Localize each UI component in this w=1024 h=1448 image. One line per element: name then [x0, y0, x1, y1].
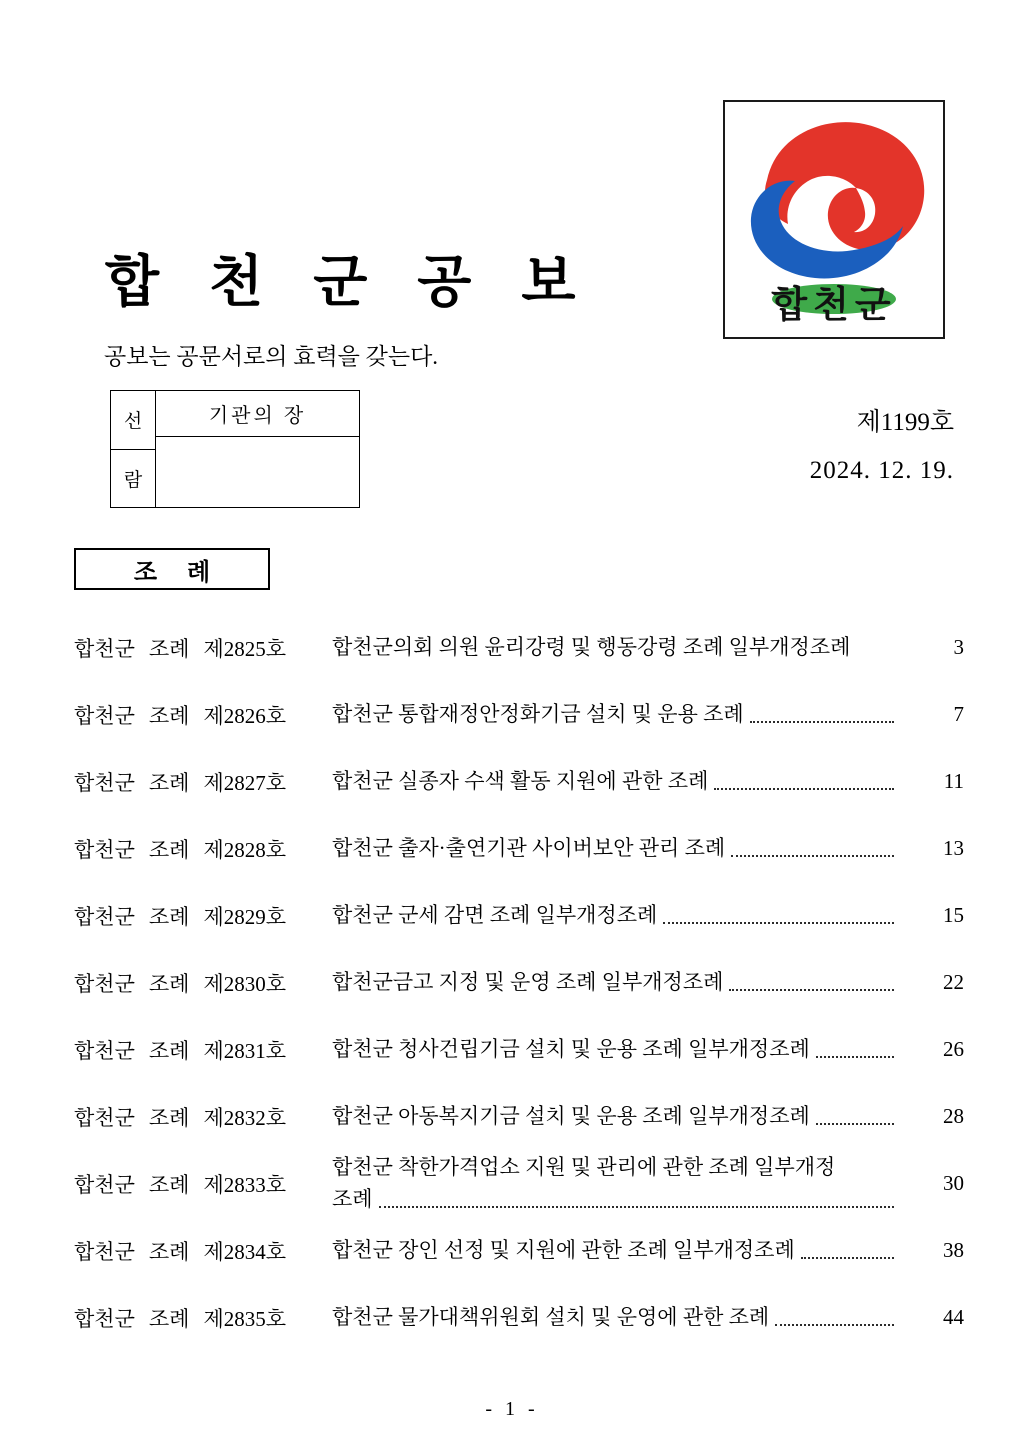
toc-title-continued: 조례 [332, 1186, 373, 1211]
toc-row[interactable] [74, 1217, 964, 1284]
toc-title: 합천군금고 지정 및 운영 조례 일부개정조례 [332, 969, 724, 994]
toc-number: 제2827호 [203, 770, 287, 795]
toc-row[interactable] [74, 614, 964, 681]
toc-page-number: 11 [943, 769, 964, 793]
toc-number: 제2835호 [203, 1306, 287, 1331]
emblem-graphic [725, 102, 943, 337]
toc-kind: 조례 [148, 904, 190, 929]
toc-title-cell [332, 1302, 908, 1334]
toc-number: 제2826호 [203, 703, 287, 728]
section-label-ordinance: 조 례 [74, 548, 270, 590]
table-of-contents [74, 614, 964, 1351]
toc-number: 제2831호 [203, 1038, 287, 1063]
issue-number: 제1199호 [856, 409, 954, 436]
stamp-label-column [111, 391, 156, 507]
stamp-signature-area [156, 437, 359, 507]
toc-leader [750, 721, 894, 723]
hapcheon-gun-emblem [723, 100, 945, 339]
toc-title-cell [332, 699, 908, 731]
toc-org: 합천군 [74, 770, 135, 795]
toc-title: 합천군의회 의원 윤리강령 및 행동강령 조례 일부개정조례 [332, 634, 851, 659]
toc-title-cell [332, 766, 908, 798]
toc-kind: 조례 [148, 703, 190, 728]
toc-org: 합천군 [74, 1239, 135, 1264]
issue-date: 2024. 12. 19. [809, 457, 954, 484]
toc-prefix [74, 834, 332, 864]
toc-row[interactable] [74, 1083, 964, 1150]
toc-title-cell [332, 1152, 908, 1215]
toc-row[interactable] [74, 882, 964, 949]
toc-number: 제2830호 [203, 971, 287, 996]
stamp-header: 기관의 장 [156, 391, 359, 437]
toc-title: 합천군 실종자 수색 활동 지원에 관한 조례 [332, 768, 709, 793]
toc-number: 제2825호 [203, 636, 287, 661]
toc-prefix [74, 633, 332, 663]
toc-number: 제2828호 [203, 837, 287, 862]
svg-text:합천군: 합천군 [771, 285, 897, 326]
toc-title: 합천군 착한가격업소 지원 및 관리에 관한 조례 일부개정 [332, 1155, 836, 1179]
toc-row[interactable] [74, 1284, 964, 1351]
toc-title-cell [332, 900, 908, 932]
toc-org: 합천군 [74, 1038, 135, 1063]
toc-page-number: 13 [943, 836, 964, 860]
page-footer: - 1 - [485, 1398, 539, 1420]
stamp-content-column [156, 391, 359, 507]
toc-org: 합천군 [74, 837, 135, 862]
stamp-label-top: 선 [111, 391, 155, 450]
toc-row[interactable] [74, 1016, 964, 1083]
toc-title: 합천군 통합재정안정화기금 설치 및 운용 조례 [332, 701, 744, 726]
toc-row[interactable] [74, 681, 964, 748]
toc-kind: 조례 [148, 636, 190, 661]
toc-prefix [74, 767, 332, 797]
toc-org: 합천군 [74, 703, 135, 728]
toc-kind: 조례 [148, 1172, 190, 1197]
toc-org: 합천군 [74, 1105, 135, 1130]
toc-title-cell [332, 1101, 908, 1133]
toc-kind: 조례 [148, 1306, 190, 1331]
toc-title-cell [332, 1235, 908, 1267]
stamp-label-bottom: 람 [123, 469, 143, 491]
toc-title: 합천군 장인 선정 및 지원에 관한 조례 일부개정조례 [332, 1237, 795, 1262]
toc-row[interactable] [74, 748, 964, 815]
toc-row[interactable] [74, 949, 964, 1016]
toc-row[interactable] [74, 815, 964, 882]
approval-stamp-box [110, 390, 360, 508]
toc-kind: 조례 [148, 971, 190, 996]
page-subtitle: 공보는 공문서로의 효력을 갖는다. [104, 344, 439, 369]
toc-org: 합천군 [74, 1172, 135, 1197]
toc-prefix [74, 968, 332, 998]
toc-prefix [74, 1236, 332, 1266]
toc-leader [731, 855, 894, 857]
toc-title: 합천군 청사건립기금 설치 및 운용 조례 일부개정조례 [332, 1036, 810, 1061]
toc-page-number: 30 [943, 1171, 964, 1195]
toc-row[interactable] [74, 1150, 964, 1217]
toc-number: 제2833호 [203, 1172, 287, 1197]
toc-leader [729, 989, 894, 991]
toc-leader [816, 1123, 894, 1125]
toc-kind: 조례 [148, 1105, 190, 1130]
toc-leader [816, 1056, 894, 1058]
toc-org: 합천군 [74, 636, 135, 661]
toc-title: 합천군 아동복지기금 설치 및 운용 조례 일부개정조례 [332, 1103, 810, 1128]
toc-page-number: 38 [943, 1238, 964, 1262]
toc-title-cell [332, 632, 908, 664]
toc-kind: 조례 [148, 770, 190, 795]
toc-number: 제2832호 [203, 1105, 287, 1130]
toc-title: 합천군 출자·출연기관 사이버보안 관리 조례 [332, 835, 726, 860]
toc-page-number: 15 [943, 903, 964, 927]
toc-leader [714, 788, 894, 790]
toc-prefix [74, 901, 332, 931]
toc-prefix [74, 1169, 332, 1199]
toc-kind: 조례 [148, 1239, 190, 1264]
toc-page-number: 22 [943, 970, 964, 994]
toc-leader [663, 922, 894, 924]
toc-org: 합천군 [74, 904, 135, 929]
toc-prefix [74, 1303, 332, 1333]
toc-prefix [74, 700, 332, 730]
toc-number: 제2834호 [203, 1239, 287, 1264]
toc-leader [775, 1324, 894, 1326]
toc-title-cell [332, 833, 908, 865]
toc-org: 합천군 [74, 971, 135, 996]
toc-kind: 조례 [148, 1038, 190, 1063]
toc-title: 합천군 군세 감면 조례 일부개정조례 [332, 902, 658, 927]
toc-page-number: 7 [953, 702, 964, 726]
toc-number: 제2829호 [203, 904, 287, 929]
toc-page-number: 28 [943, 1104, 964, 1128]
toc-title-cell [332, 967, 908, 999]
toc-org: 합천군 [74, 1306, 135, 1331]
toc-page-number: 3 [953, 635, 964, 659]
toc-prefix [74, 1102, 332, 1132]
toc-page-number: 26 [943, 1037, 964, 1061]
toc-leader [801, 1257, 894, 1259]
toc-leader [379, 1206, 894, 1208]
toc-page-number: 44 [943, 1305, 964, 1329]
toc-title: 합천군 물가대책위원회 설치 및 운영에 관한 조례 [332, 1304, 770, 1329]
toc-title-cell [332, 1034, 908, 1066]
page-title: 합 천 군 공 보 [105, 252, 594, 314]
toc-kind: 조례 [148, 837, 190, 862]
toc-prefix [74, 1035, 332, 1065]
